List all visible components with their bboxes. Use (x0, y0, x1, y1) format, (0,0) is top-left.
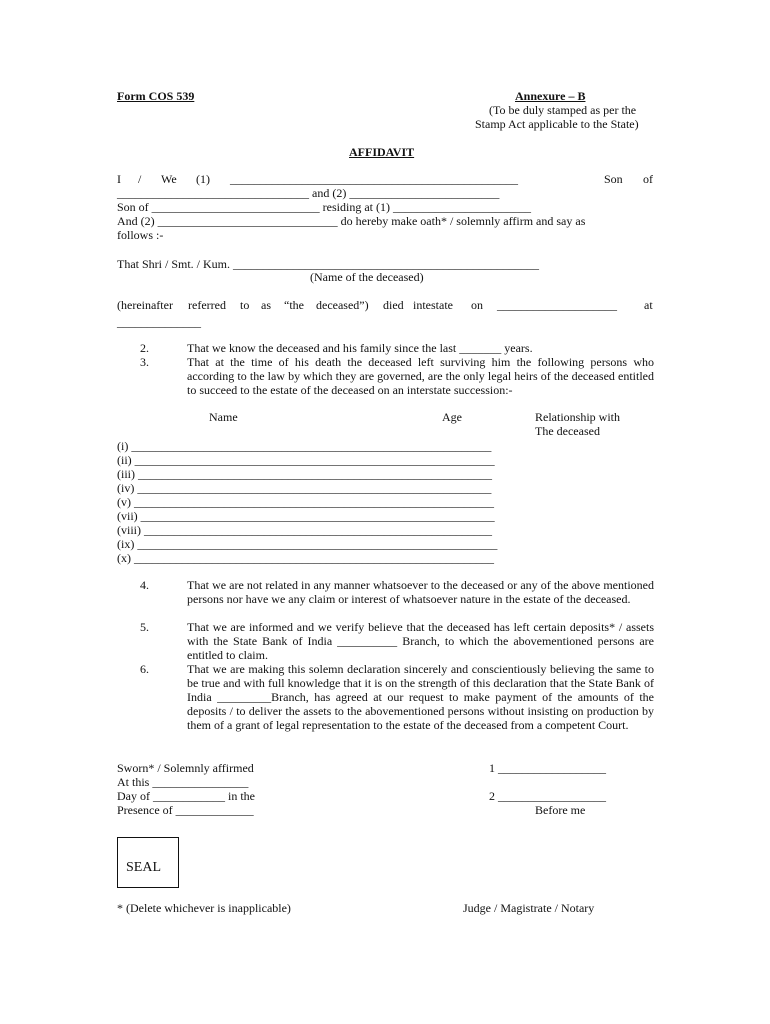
place-blank: ______________ (117, 315, 201, 329)
heir-row: (ii) ____________________________________________________________ (117, 453, 495, 467)
intro-line-3: Son of ____________________________ residing at (1) _______________________ (117, 200, 531, 214)
sworn-line-4: Presence of _____________ (117, 803, 254, 817)
heirs-col-age: Age (442, 410, 462, 424)
heirs-col-relationship: Relationship with (535, 410, 620, 424)
intro-of: of (643, 172, 653, 186)
h-word-4: as (261, 298, 271, 312)
sworn-line-1: Sworn* / Solemnly affirmed (117, 761, 254, 775)
point-3-number: 3. (140, 355, 149, 369)
point-5-text: That we are informed and we verify believe that the deceased has left certain deposits* / assets with the State Bank of India __________ Branch, to which the abovementioned persons are entitled to claim. (187, 620, 654, 662)
h-word-2: referred (188, 298, 226, 312)
document-title: AFFIDAVIT (349, 145, 415, 159)
signature-1: 1 __________________ (489, 761, 606, 775)
annexure-label: Annexure – B (515, 89, 586, 103)
deceased-name-line: That Shri / Smt. / Kum. ___________________________________________________ (117, 257, 540, 271)
heir-row: (x) ____________________________________________________________ (117, 551, 494, 565)
seal-label: SEAL (126, 860, 161, 875)
intro-line-2: ________________________________ and (2) _________________________ (117, 186, 500, 200)
h-word-6: deceased”) (316, 298, 369, 312)
heir-row: (vii) ___________________________________________________________ (117, 509, 495, 523)
sworn-line-3: Day of ____________ in the (117, 789, 255, 803)
h-word-8: intestate (413, 298, 453, 312)
heir-row: (i) ____________________________________________________________ (117, 439, 492, 453)
point-6-text: That we are making this solemn declaration sincerely and conscientiously believing the same to be true and with full knowledge that it is on the strength of this declaration that the State Bank of India _________Branch, has agreed at our request to make payment of the amounts of the deposits / to deliver the assets to the abovementioned persons without insisting on production by them of a grant of legal representation to the estate of the deceased from a competent Court. (187, 662, 654, 732)
hereinafter-line (117, 298, 654, 312)
h-word-5: “the (284, 298, 304, 312)
form-number: Form COS 539 (117, 89, 195, 103)
heir-row: (viii) __________________________________________________________ (117, 523, 492, 537)
sworn-line-2: At this ________________ (117, 775, 249, 789)
heirs-col-name: Name (209, 410, 238, 424)
point-4-number: 4. (140, 578, 149, 592)
intro-line-4: And (2) ______________________________ do hereby make oath* / solemnly affirm and say as (117, 214, 586, 228)
footer-note: * (Delete whichever is inapplicable) (117, 901, 291, 915)
stamp-note-line1: (To be duly stamped as per the (489, 103, 637, 117)
intro-num-1: (1) (196, 172, 210, 186)
point-2-text: That we know the deceased and his family since the last _______ years. (187, 341, 533, 355)
point-2-number: 2. (140, 341, 149, 355)
point-3-text: That at the time of his death the deceased left surviving him the following persons who according to the law by which they are governed, are the only legal heirs of the deceased entitled to succeed to the estate of the deceased on an interstate succession:- (187, 355, 654, 397)
heir-row: (iv) ___________________________________________________________ (117, 481, 492, 495)
deceased-name-caption: (Name of the deceased) (310, 270, 424, 284)
point-6-number: 6. (140, 662, 149, 676)
intro-line-5: follows :- (117, 228, 164, 242)
h-word-11: at (644, 298, 653, 312)
signature-2: 2 __________________ (489, 789, 606, 803)
heirs-col-relationship-2: The deceased (535, 424, 600, 438)
h-word-9: on (471, 298, 483, 312)
stamp-note-line2: Stamp Act applicable to the State) (475, 117, 639, 131)
heir-row: (iii) ___________________________________________________________ (117, 467, 492, 481)
heir-row: (ix) ____________________________________________________________ (117, 537, 498, 551)
heir-row: (v) ____________________________________________________________ (117, 495, 494, 509)
intro-slash: / (138, 172, 142, 186)
before-me-label: Before me (535, 803, 586, 817)
intro-we: We (161, 172, 177, 186)
intro-i: I (117, 172, 121, 186)
h-word-1: (hereinafter (117, 298, 173, 312)
point-4-text: That we are not related in any manner whatsoever to the deceased or any of the above mentioned persons nor have we any claim or interest of whatsoever nature in the estate of the deceased. (187, 578, 654, 606)
h-word-7: died (383, 298, 404, 312)
h-word-3: to (240, 298, 250, 312)
intro-blank-1: ________________________________________________ (230, 172, 518, 186)
point-5-number: 5. (140, 620, 149, 634)
judge-label: Judge / Magistrate / Notary (463, 901, 595, 915)
intro-son: Son (604, 172, 623, 186)
h-word-10: ____________________ (497, 298, 617, 312)
